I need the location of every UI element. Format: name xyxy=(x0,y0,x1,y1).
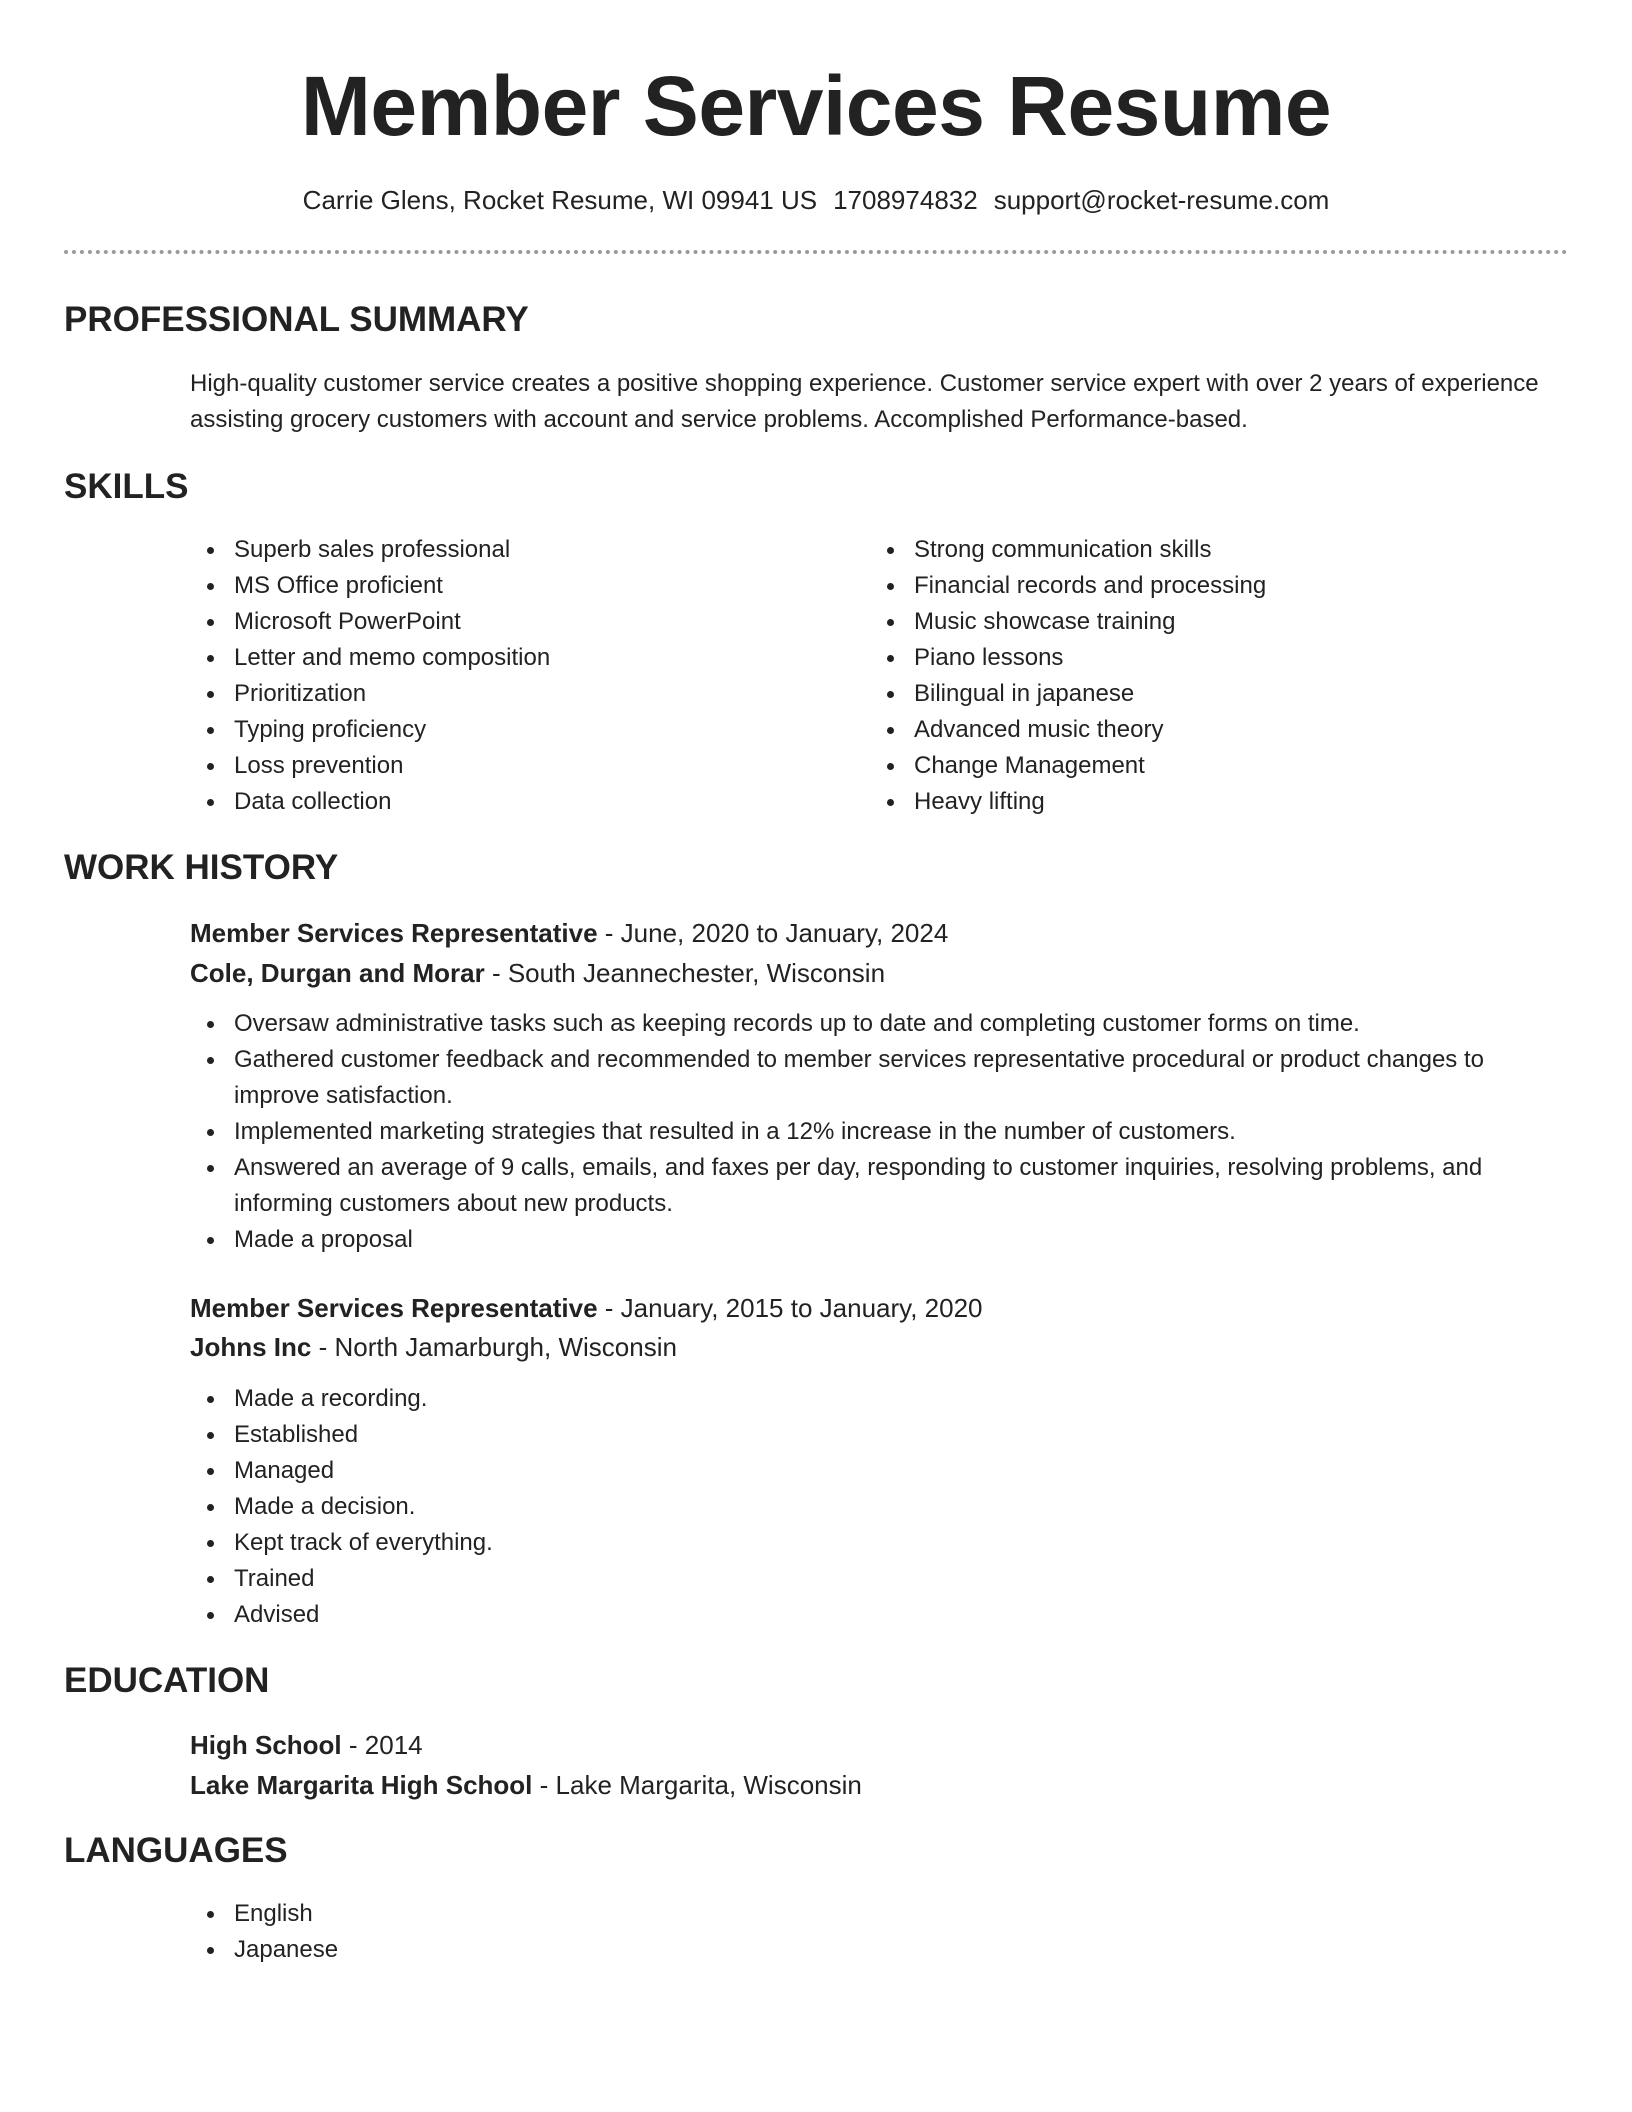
list-item: Answered an average of 9 calls, emails, and faxes per day, responding to customer inquiries, resolving problems, and informing customers about new products. xyxy=(190,1150,1570,1222)
list-item: Prioritization xyxy=(190,676,830,712)
summary-text: High-quality customer service creates a positive shopping experience. Customer service expert with over 2 years of experience assisting grocery customers with account and service problems. Accomplished Performance-based. xyxy=(190,370,1539,433)
languages-list xyxy=(190,1896,830,1968)
contact-line xyxy=(64,180,1568,220)
list-item: Data collection xyxy=(190,784,830,820)
contact-address: Carrie Glens, Rocket Resume, WI 09941 US xyxy=(302,185,818,215)
work-heading: WORK HISTORY xyxy=(64,848,339,887)
education-degree: High School xyxy=(190,1730,342,1760)
education-year: - 2014 xyxy=(348,1730,423,1760)
job-dates: - January, 2015 to January, 2020 xyxy=(604,1293,983,1323)
job-location: - South Jeannechester, Wisconsin xyxy=(491,958,886,988)
list-item: Gathered customer feedback and recommended to member services representative procedural or product changes to improve satisfaction. xyxy=(190,1042,1570,1114)
list-item: Financial records and processing xyxy=(870,568,1510,604)
list-item: Piano lessons xyxy=(870,640,1510,676)
list-item: English xyxy=(190,1896,830,1932)
list-item: Made a recording. xyxy=(190,1381,1570,1417)
job-2-title-line xyxy=(190,1288,983,1328)
list-item: Established xyxy=(190,1417,1570,1453)
job-location: - North Jamarburgh, Wisconsin xyxy=(318,1332,677,1362)
list-item: Microsoft PowerPoint xyxy=(190,604,830,640)
education-school-line xyxy=(190,1765,862,1805)
contact-email[interactable]: support@rocket-resume.com xyxy=(993,185,1330,215)
list-item: Change Management xyxy=(870,748,1510,784)
skills-list-left xyxy=(190,532,830,820)
list-item: Music showcase training xyxy=(870,604,1510,640)
list-item: Managed xyxy=(190,1453,1570,1489)
list-item: Advanced music theory xyxy=(870,712,1510,748)
job-title: Member Services Representative xyxy=(190,1293,598,1323)
page-title: Member Services Resume xyxy=(300,59,1332,153)
list-item: Heavy lifting xyxy=(870,784,1510,820)
job-1-title-line xyxy=(190,913,948,953)
summary-heading: PROFESSIONAL SUMMARY xyxy=(64,300,529,339)
education-location: - Lake Margarita, Wisconsin xyxy=(539,1770,862,1800)
resume-page xyxy=(64,0,1568,2112)
header-divider xyxy=(64,250,1568,254)
skills-list-right xyxy=(870,532,1510,820)
job-2-company-line xyxy=(190,1327,677,1367)
list-item: Japanese xyxy=(190,1932,830,1968)
list-item: Trained xyxy=(190,1561,1570,1597)
contact-phone: 1708974832 xyxy=(833,185,978,215)
job-dates: - June, 2020 to January, 2024 xyxy=(604,918,949,948)
list-item: Oversaw administrative tasks such as keeping records up to date and completing customer forms on time. xyxy=(190,1006,1570,1042)
job-1-company-line xyxy=(190,953,885,993)
job-2-bullets xyxy=(190,1381,1570,1633)
list-item: Implemented marketing strategies that resulted in a 12% increase in the number of customers. xyxy=(190,1114,1570,1150)
job-company: Cole, Durgan and Morar xyxy=(190,958,485,988)
list-item: Bilingual in japanese xyxy=(870,676,1510,712)
education-school: Lake Margarita High School xyxy=(190,1770,533,1800)
job-title: Member Services Representative xyxy=(190,918,598,948)
list-item: Superb sales professional xyxy=(190,532,830,568)
job-1-bullets xyxy=(190,1006,1570,1258)
list-item: Advised xyxy=(190,1597,1570,1633)
languages-heading: LANGUAGES xyxy=(64,1831,288,1870)
list-item: Made a decision. xyxy=(190,1489,1570,1525)
list-item: Made a proposal xyxy=(190,1222,1570,1258)
list-item: Letter and memo composition xyxy=(190,640,830,676)
job-company: Johns Inc xyxy=(190,1332,312,1362)
list-item: Loss prevention xyxy=(190,748,830,784)
list-item: Strong communication skills xyxy=(870,532,1510,568)
skills-heading: SKILLS xyxy=(64,467,189,506)
list-item: Typing proficiency xyxy=(190,712,830,748)
list-item: MS Office proficient xyxy=(190,568,830,604)
list-item: Kept track of everything. xyxy=(190,1525,1570,1561)
education-heading: EDUCATION xyxy=(64,1661,270,1700)
education-degree-line xyxy=(190,1725,423,1765)
